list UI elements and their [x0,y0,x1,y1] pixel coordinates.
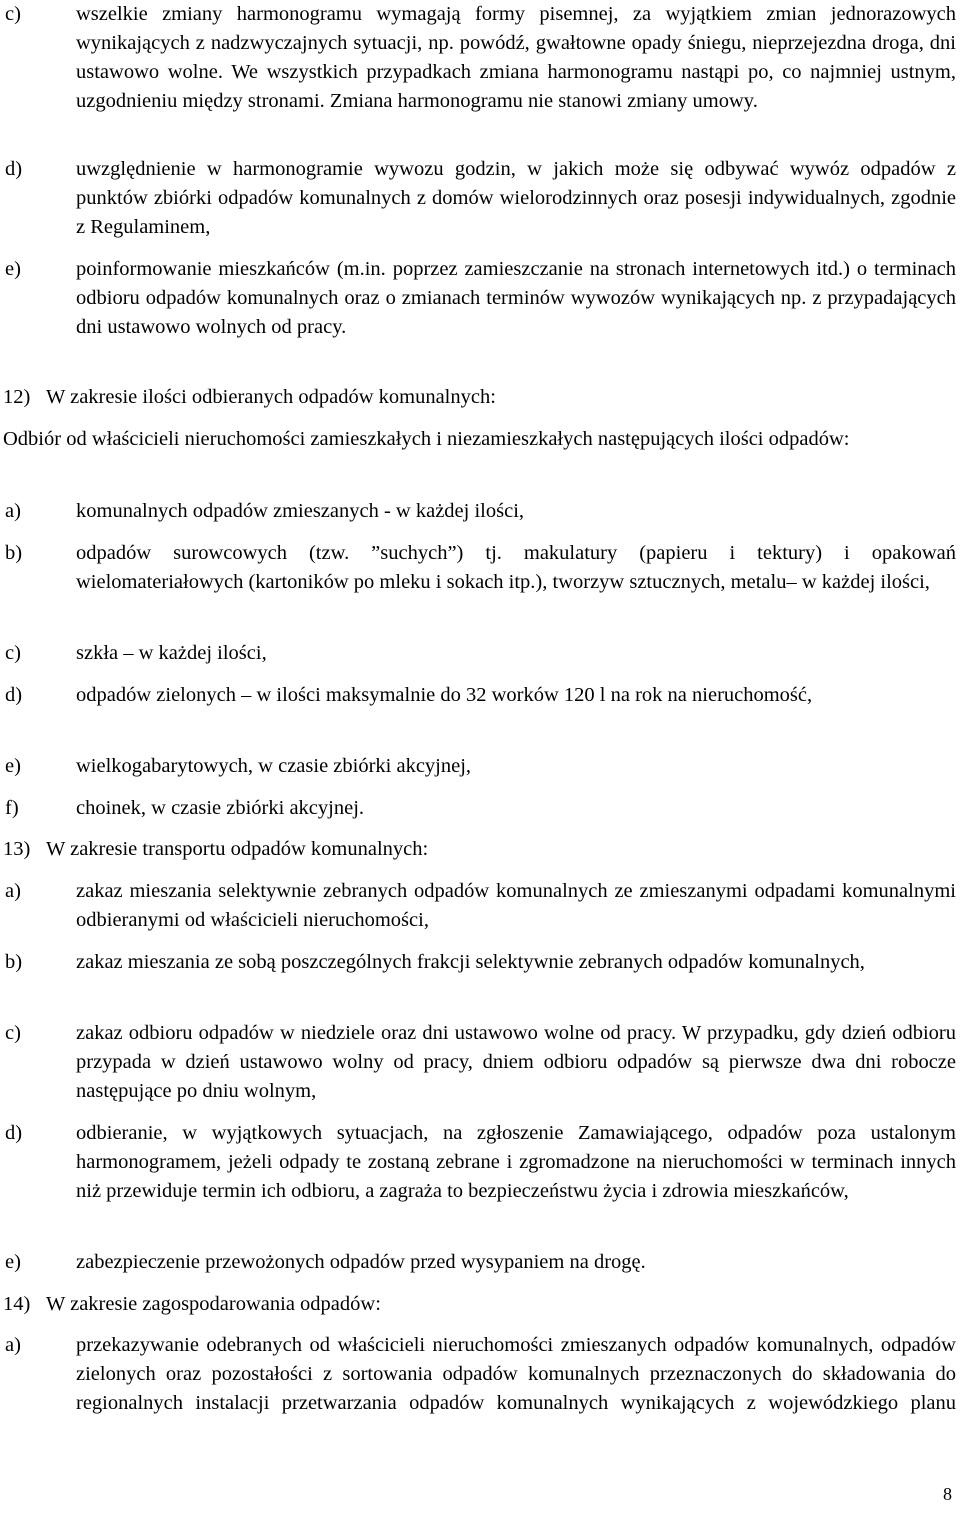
page-number: 8 [943,1484,952,1504]
list-marker: c) [5,1022,21,1044]
list-marker: b) [5,542,23,564]
list-marker: c) [5,3,21,25]
list-item-text: zakaz odbioru odpadów w niedziele oraz dni ustawowo wolne od pracy. W przypadku, gdy dzień odbioru przypada w dzień ustawowo wolny od pracy, dniem odbioru odpadów są pierwsze dwa dni robocze następujące po dniu wolnym, [76,1022,956,1102]
list-item-text: przekazywanie odebranych od właścicieli nieruchomości zmieszanych odpadów komunalnych, odpadów zielonych oraz pozostałości z sortowania odpadów komunalnych przeznaczonych do składowania do regionalnych instalacji przetwarzania odpadów komunalnych wynikających z wojewódzkiego planu [76,1334,956,1414]
list-item-text: wszelkie zmiany harmonogramu wymagają formy pisemnej, za wyjątkiem zmian jednorazowych wynikających z nadzwyczajnych sytuacji, np. powódź, gwałtowne opady śniegu, nieprzejezdna droga, dni ustawowo wolne. We wszystkich przypadkach zmiana harmonogramu nastąpi po, co najmniej ustnym, uzgodnieniu między stronami. Zmiana harmonogramu nie stanowi zmiany umowy. [76,3,956,112]
list-item-a [0,497,956,526]
list-item-c [0,0,956,116]
list-item-text: szkła – w każdej ilości, [76,642,267,664]
list-item-text: odbieranie, w wyjątkowych sytuacjach, na zgłoszenie Zamawiającego, odpadów poza ustalonym harmonogramem, jeżeli odpady te zostaną zebrane i zgromadzone na nieruchomości w terminach innych niż przewiduje termin ich odbioru, a zagraża to bezpieczeństwu życia i zdrowia mieszkańców, [76,1122,956,1202]
list-item-d [0,155,956,242]
section-title: W zakresie ilości odbieranych odpadów komunalnych: [46,386,496,408]
list-marker: f) [5,797,19,819]
list-item-b [0,948,956,977]
list-marker: c) [5,642,21,664]
list-item-text: zabezpieczenie przewożonych odpadów przed wysypaniem na drogę. [76,1251,646,1273]
list-marker: a) [5,1334,21,1356]
list-marker: a) [5,500,21,522]
list-item-text: zakaz mieszania ze sobą poszczególnych frakcji selektywnie zebranych odpadów komunalnych, [76,951,865,973]
list-item-text: poinformowanie mieszkańców (m.in. poprzez zamieszczanie na stronach internetowych itd.) o terminach odbioru odpadów komunalnych oraz o zmianach terminów wywozów wynikających np. z przypadających dni ustawowo wolnych od pracy. [76,258,956,338]
list-marker: e) [5,755,21,777]
section-title: W zakresie zagospodarowania odpadów: [46,1293,381,1315]
list-marker: b) [5,951,23,973]
list-marker: e) [5,258,21,280]
section-number: 13) [3,838,31,860]
list-item-text: uwzględnienie w harmonogramie wywozu godzin, w jakich może się odbywać wywóz odpadów z punktów zbiórki odpadów komunalnych z domów wielorodzinnych oraz posesji indywidualnych, zgodnie z Regulaminem, [76,158,956,238]
list-marker: e) [5,1251,21,1273]
list-item-text: choinek, w czasie zbiórki akcyjnej. [76,797,365,819]
list-item-d [0,1119,956,1206]
list-marker: d) [5,158,23,180]
section-title: W zakresie transportu odpadów komunalnych: [46,838,429,860]
list-item-c [0,639,956,668]
list-item-f [0,794,956,823]
list-item-a [0,877,956,935]
section-number: 12) [3,386,31,408]
list-item-text: zakaz mieszania selektywnie zebranych odpadów komunalnych ze zmieszanymi odpadami komunalnymi odbieranymi od właścicieli nieruchomości, [76,880,956,931]
list-item-e [0,1248,956,1277]
list-item-b [0,539,956,597]
list-item-c [0,1019,956,1106]
list-marker: d) [5,1122,23,1144]
section-12-intro: Odbiór od właścicieli nieruchomości zamieszkałych i niezamieszkałych następujących ilości odpadów: [3,428,850,450]
section-number: 14) [3,1293,31,1315]
list-item-text: odpadów surowcowych (tzw. ”suchych”) tj. makulatury (papieru i tektury) i opakowań wielomateriałowych (kartoników po mleku i sokach itp.), tworzyw sztucznych, metalu– w każdej ilości, [76,542,956,593]
list-item-text: komunalnych odpadów zmieszanych - w każdej ilości, [76,500,525,522]
section-14-heading [0,1290,956,1319]
list-item-text: wielkogabarytowych, w czasie zbiórki akcyjnej, [76,755,472,777]
list-item-e [0,752,956,781]
list-marker: d) [5,684,23,706]
list-marker: a) [5,880,21,902]
list-item-e [0,255,956,342]
list-item-d [0,681,956,710]
section-12-heading [0,383,956,412]
list-item-a [0,1331,956,1418]
section-13-heading [0,835,956,864]
list-item-text: odpadów zielonych – w ilości maksymalnie do 32 worków 120 l na rok na nieruchomość, [76,684,813,706]
